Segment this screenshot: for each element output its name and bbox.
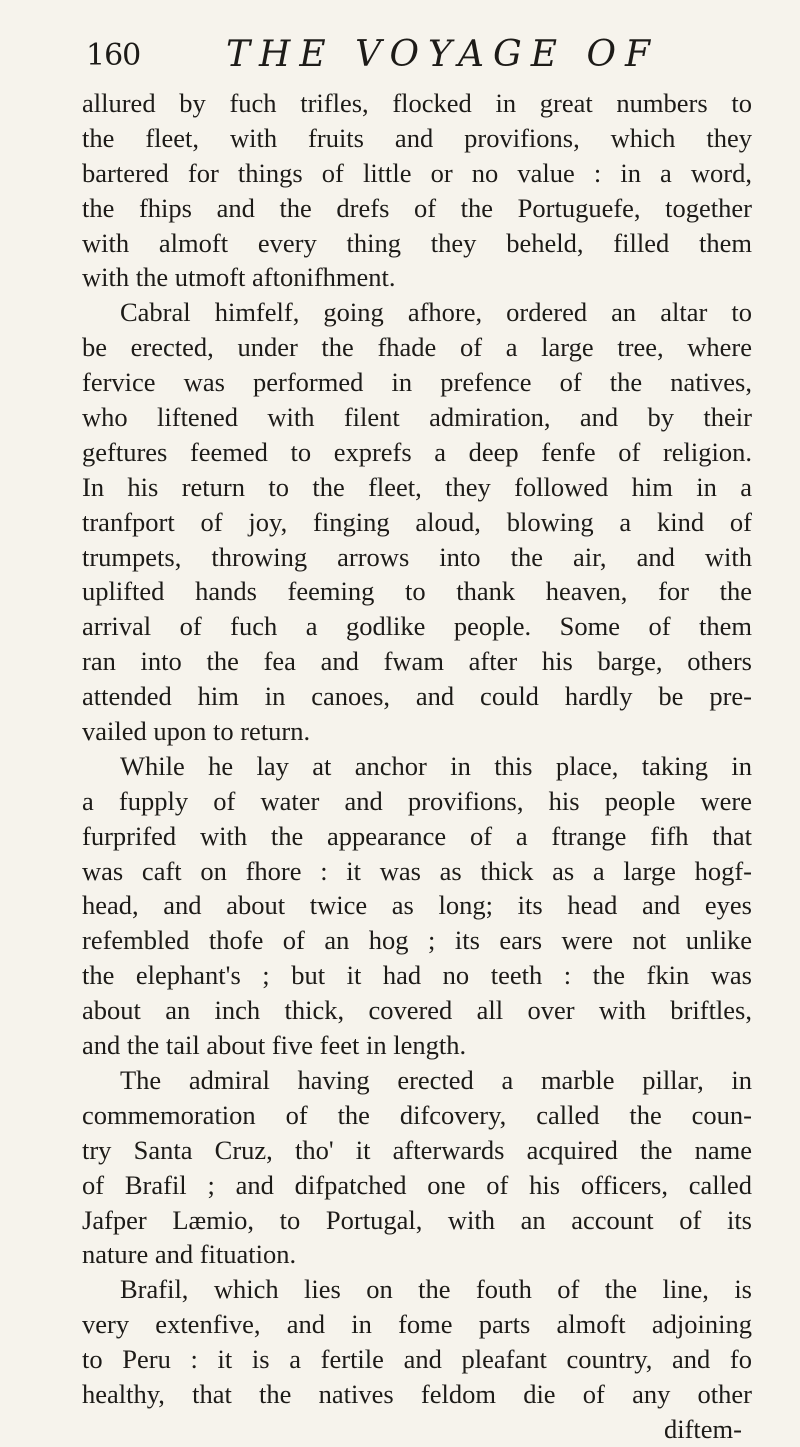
text-line: who liftened with filent admiration, and by their xyxy=(82,402,752,433)
text-line: with almoft every thing they beheld, filled them xyxy=(82,227,752,258)
text-line: Cabral himfelf, going afhore, ordered an altar to xyxy=(120,297,752,328)
text-line: refembled thofe of an hog ; its ears were not unlike xyxy=(82,925,752,956)
text-line: to Peru : it is a fertile and pleafant country, and fo xyxy=(82,1344,752,1375)
text-line: ran into the fea and fwam after his barge, others xyxy=(82,646,752,677)
body-text xyxy=(82,86,752,1447)
text-line: tranfport of joy, finging aloud, blowing a kind of xyxy=(82,506,752,537)
text-line: head, and about twice as long; its head and eyes xyxy=(82,890,752,921)
text-line: The admiral having erected a marble pillar, in xyxy=(120,1064,752,1095)
text-line: be erected, under the fhade of a large tree, where xyxy=(82,332,752,363)
text-line: allured by fuch trifles, flocked in great numbers to xyxy=(82,88,752,118)
text-line: trumpets, throwing arrows into the air, and with xyxy=(82,541,752,572)
page-header xyxy=(86,34,736,84)
text-line: Brafil, which lies on the fouth of the line, is xyxy=(120,1274,752,1305)
page-number: 160 xyxy=(86,38,141,73)
text-line: bartered for things of little or no value : in a word, xyxy=(82,157,752,188)
text-line: vailed upon to return. xyxy=(82,716,311,747)
text-line: of Brafil ; and difpatched one of his officers, called xyxy=(82,1169,752,1200)
text-line: a fupply of water and provifions, his people were xyxy=(82,785,752,816)
text-line: In his return to the fleet, they followed him in a xyxy=(82,471,752,502)
text-line: Jafper Læmio, to Portugal, with an account of its xyxy=(82,1204,752,1235)
text-line: about an inch thick, covered all over with briftles, xyxy=(82,995,752,1026)
text-line: very extenfive, and in fome parts almoft adjoining xyxy=(82,1309,752,1340)
text-line: commemoration of the difcovery, called the coun- xyxy=(82,1099,752,1130)
text-line: furprifed with the appearance of a ftrange fifh that xyxy=(82,820,752,851)
text-line: try Santa Cruz, tho' it afterwards acquired the name xyxy=(82,1134,752,1165)
text-line: healthy, that the natives feldom die of any other xyxy=(82,1378,752,1409)
text-line: While he lay at anchor in this place, taking in xyxy=(120,750,752,781)
catchword: diftem- xyxy=(664,1413,742,1444)
text-line: with the utmoft aftonifhment. xyxy=(82,262,396,293)
text-line: arrival of fuch a godlike people. Some of them xyxy=(82,611,752,642)
text-line: geftures feemed to exprefs a deep fenfe of religion. xyxy=(82,436,752,467)
text-line: was caft on fhore : it was as thick as a large hogf- xyxy=(82,855,752,886)
text-line: uplifted hands feeming to thank heaven, for the xyxy=(82,576,752,607)
text-line: the fleet, with fruits and provifions, which they xyxy=(82,122,752,153)
text-line: attended him in canoes, and could hardly be pre- xyxy=(82,681,752,712)
text-line: nature and fituation. xyxy=(82,1239,297,1270)
text-line: fervice was performed in prefence of the natives, xyxy=(82,367,752,398)
text-line: the fhips and the drefs of the Portuguefe, together xyxy=(82,192,752,223)
text-line: and the tail about five feet in length. xyxy=(82,1030,467,1061)
running-head: THE VOYAGE OF xyxy=(226,34,659,75)
text-line: the elephant's ; but it had no teeth : the fkin was xyxy=(82,960,752,991)
